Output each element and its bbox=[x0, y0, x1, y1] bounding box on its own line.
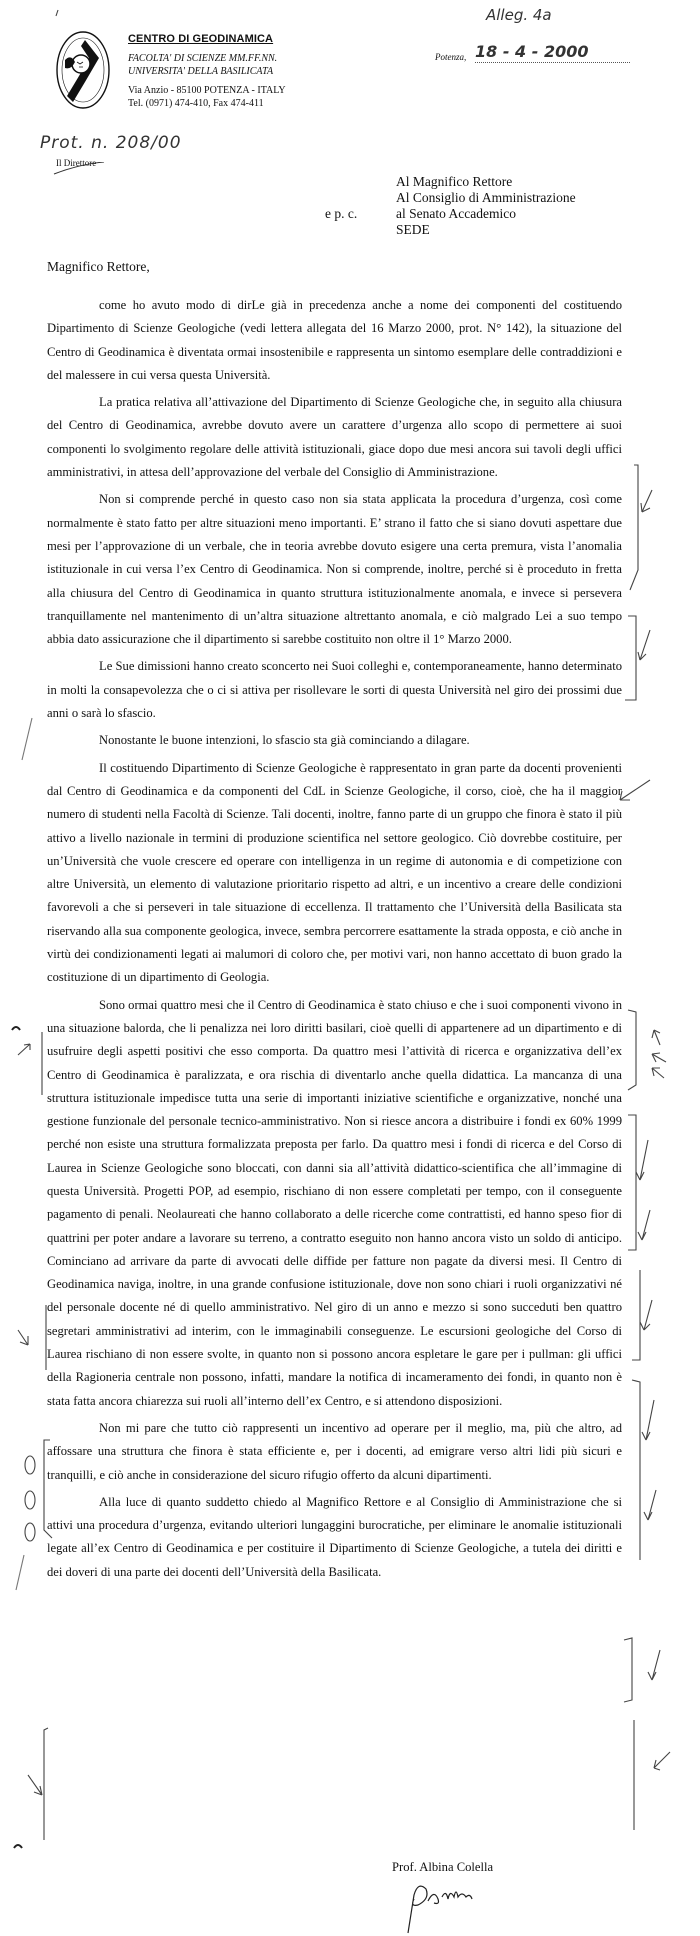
date-dotted-line bbox=[475, 62, 630, 63]
letterhead-title: CENTRO DI GEODINAMICA bbox=[128, 33, 274, 45]
university-seal-logo bbox=[55, 30, 111, 110]
recipient-location: SEDE bbox=[396, 222, 430, 237]
pen-stroke-mark bbox=[50, 162, 106, 176]
paragraph: La pratica relativa all’attivazione del Dipartimento di Scienze Geologiche che, in seguito alla chiusura del Centro di Geodinamica, avrebbe dovuto avere un carattere d’urgenza allo scopo di permettere ai suoi componenti lo svolgimento regolare delle attività istituzionali, giace dopo due mesi ancora sui tavoli degli uffici amministrativi, in attesa dell’approvazione del verbale del Consiglio di Amministrazione. bbox=[47, 395, 622, 480]
letter-date-handwritten: 18 - 4 - 2000 bbox=[475, 42, 589, 61]
handwritten-signature bbox=[400, 1875, 500, 1935]
paragraph: Alla luce di quanto suddetto chiedo al Magnifico Rettore e al Consiglio di Amministrazione che si attivi una procedura d’urgenza, evitando ulteriori lungaggini burocratiche, per eliminare le anomalie istituzionali legate all’ex Centro di Geodinamica e per costituire il Dipartimento di Scienze Geologiche, a tutela dei diritti e dei doveri di una parte dei docenti dell’Università della Basilicata. bbox=[47, 1494, 622, 1579]
recipient-senate: al Senato Accademico bbox=[396, 206, 516, 221]
paragraph: Le Sue dimissioni hanno creato sconcerto nei Suoi colleghi e, contemporaneamente, hanno determinato in molti la consapevolezza che o ci si attiva per risollevare le sorti di questa Università nel giro dei prossimi due anni o sarà lo sfascio. bbox=[47, 659, 622, 721]
recipient-board: Al Consiglio di Amministrazione bbox=[396, 190, 576, 205]
arrow-icon bbox=[641, 490, 652, 512]
paragraph: Il costituendo Dipartimento di Scienze Geologiche è rappresentato in gran parte da docenti provenienti dal Centro di Geodinamica e da componenti del CdL in Scienze Geologiche, il corso, cioè, che ha il maggior numero di studenti nella Facoltà di Scienze. Tali docenti, inoltre, fanno parte di un gruppo che finora è stato il più attivo a livello nazionale in termini di produzione scientifica nel settore geologico. Ciò dovrebbe costituire, per un’Università che vuole crescere ed operare con intelligenza in un regime di autonomia e di competizione con altre Università, un elemento di valutazione prioritario rispetto ad altri, e un incentivo a creare delle condizioni favorevoli a che si perseveri in tale situazione di eccellenza. Il trattamento che l’Università della Basilicata sta riservando alla sua componente geologica, invece, sembra percorrere esattamente la strada opposta, e ciò anche in virtù dei condizionamenti legati ai malumori di coloro che, per motivi vari, non hanno accettato di buon grado la costituzione di un dipartimento di Geologia. bbox=[47, 760, 622, 985]
salutation: Magnifico Rettore, bbox=[47, 259, 150, 274]
paragraph: Nonostante le buone intenzioni, lo sfascio sta già cominciando a dilagare. bbox=[99, 733, 470, 748]
sender-role: Il Direttore bbox=[56, 158, 97, 168]
university-name: UNIVERSITA' DELLA BASILICATA bbox=[128, 66, 274, 77]
signer-name: Prof. Albina Colella bbox=[392, 1860, 494, 1874]
recipients-block bbox=[325, 174, 576, 238]
letterhead-faculty bbox=[128, 52, 277, 78]
protocol-number-handwritten: Prot. n. 208/00 bbox=[40, 133, 182, 153]
street-address: Via Anzio - 85100 POTENZA - ITALY bbox=[128, 85, 286, 96]
attachment-note-handwritten: Alleg. 4a bbox=[486, 6, 552, 24]
recipient-rector: Al Magnifico Rettore bbox=[396, 174, 513, 189]
cc-prefix: e p. c. bbox=[325, 206, 358, 221]
letter-body bbox=[47, 294, 622, 1588]
paragraph: Sono ormai quattro mesi che il Centro di Geodinamica è stato chiuso e che i suoi componenti vivono in una situazione balorda, che li penalizza nei loro diritti basilari, cioè quelli di appartenere ad un dipartimento e di usufruire degli aspetti positivi che esso comporta. Da quattro mesi l’attività di ricerca e organizzativa dell’ex Centro di Geodinamica è paralizzata, e ora rischia di diventarlo anche quella didattica. La mancanza di una struttura istituzionale impedisce tutta una serie di importanti iniziative scientifiche e organizzative, nonché una gestione funzionale del personale tecnico-amministrativo. Non si riesce ancora a distribuire i fondi ex 60% 1999 perché non esiste una struttura formalizzata preposta per farlo. Da quattro mesi i fondi di ricerca e del Corso di Laurea in Scienze Geologiche sono bloccati, con danni sia all’attività didattico-scientifica che all’immagine di questa Università. Progetti POP, ad esempio, rischiano di non essere completati per tempo, con il conseguente pagamento di penali. Neolaureati che hanno collaborato a delle ricerche come contrattisti, ed hanno speso fior di quattrini per poter andare a lavorare su terreno, a contratto eseguito non hanno ancora visto un soldo di anticipo. Cominciano ad arrivare da parte di avvocati delle diffide per fatture non pagate da diversi mesi. Il Centro di Geodinamica naviga, inoltre, in una grande confusione istituzionale, dove non sono chiari i ruoli organizzativi né del personale docente né di quello amministrativo. Nel giro di un anno e mezzo si sono succeduti ben quattro segretari amministrativi ad interim, con le immaginabili conseguenze. Le escursioni geologiche del Corso di Laurea rischiano di non essere svolte, in quanto non si possono ancora espletare le gare per i pullman: gli uffici della Ragioneria centrale non possono, infatti, mandare la notifica di incameramento dei fondi, in quanto non è stata fatta ancora chiarezza sui ruoli all’interno dell’ex Centro, e si attendono disposizioni. bbox=[47, 997, 622, 1408]
faculty-name: FACOLTA' DI SCIENZE MM.FF.NN. bbox=[128, 53, 278, 64]
paragraph: Non mi pare che tutto ciò rappresenti un incentivo ad operare per il meglio, ma, più che altro, ad affossare una struttura che finora è stata efficiente e, per i docenti, ad emigrare verso altri lidi più sicuri e tranquilli, e ciò anche in considerazione del sicuro rifugio offerto da alcuni dipartimenti. bbox=[47, 1420, 622, 1482]
phone-fax: Tel. (0971) 474-410, Fax 474-411 bbox=[128, 98, 264, 109]
paragraph: come ho avuto modo di dirLe già in precedenza anche a nome dei componenti del costituendo Dipartimento di Scienze Geologiche (vedi lettera allegata del 16 Marzo 2000, prot. N° 142), la situazione del Centro di Geodinamica è diventata ormai insostenibile e rappresenta un sintomo esemplare delle contraddizioni e del malessere in cui versa questa Università. bbox=[47, 298, 622, 382]
paragraph: Non si comprende perché in questo caso non sia stata applicata la procedura d’urgenza, così come normalmente è stato fatto per altre situazioni meno importanti. E’ strano il fatto che si siano dovuti aspettare due mesi per l’approvazione di un verbale, che in teoria avrebbe dovuto esigere una certa premura, vista l’anomalia istituzionale in cui versa l’ex Centro di Geodinamica. Non si comprende, inoltre, perché si è proceduto in fretta alla chiusura del Centro di Geodinamica in quanto struttura istituzionalmente anomala, e invece si persevera tranquillamente nel mantenimento di un’altra situazione altrettanto anomala, e ciò malgrado Lei a suo tempo abbia dato assicurazione che il dipartimento si sarebbe costituito non oltre il 1° Marzo 2000. bbox=[47, 492, 622, 647]
letterhead-address bbox=[128, 84, 286, 110]
place-label: Potenza, bbox=[435, 52, 467, 62]
arrow-icon bbox=[638, 630, 650, 660]
